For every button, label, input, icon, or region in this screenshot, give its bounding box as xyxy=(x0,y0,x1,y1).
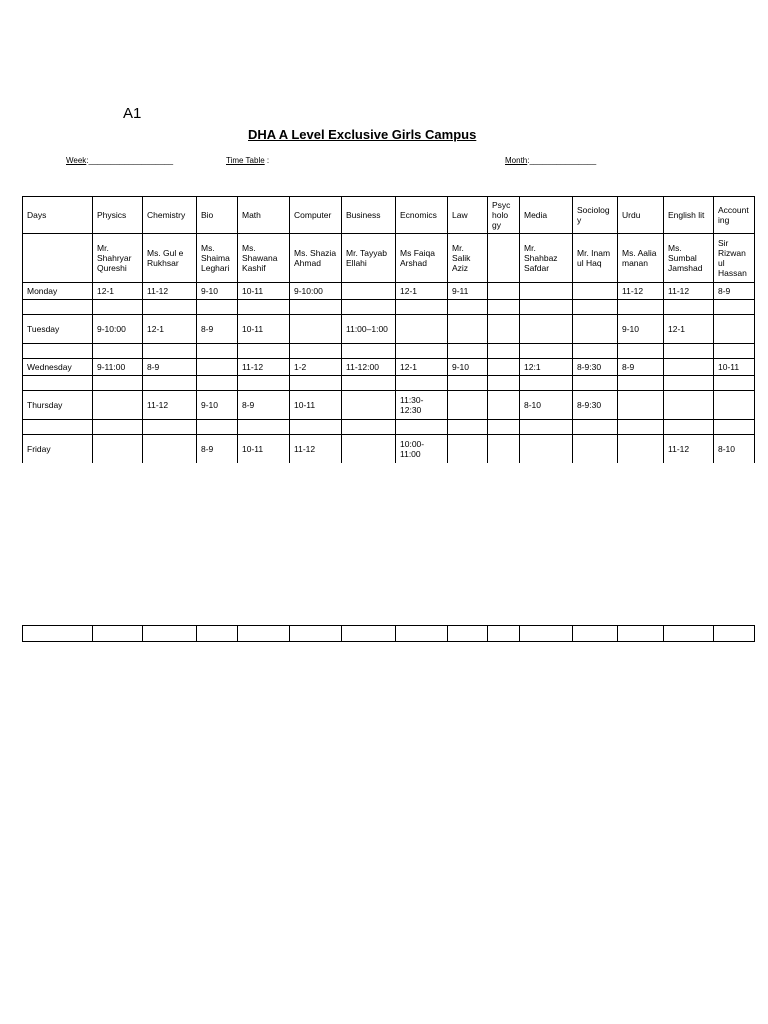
table-cell: Mr. Shahryar Qureshi xyxy=(93,234,143,283)
month-blank: :_______________ xyxy=(527,156,597,165)
thursday-row xyxy=(23,391,755,420)
table-cell xyxy=(93,376,143,391)
table-cell xyxy=(448,376,488,391)
table-cell: 8-9 xyxy=(238,391,290,420)
table-cell xyxy=(618,344,664,359)
table-cell: 9-11:00 xyxy=(93,359,143,376)
table-cell xyxy=(290,344,342,359)
table-cell: 12-1 xyxy=(143,315,197,344)
table-cell: Mr. Tayyab Ellahi xyxy=(342,234,396,283)
table-cell xyxy=(573,283,618,300)
table-cell: Urdu xyxy=(618,197,664,234)
table-cell xyxy=(714,420,755,435)
table-cell: 11-12:00 xyxy=(342,359,396,376)
timetable-label: Time Table xyxy=(226,156,265,165)
table-cell: 1-2 xyxy=(290,359,342,376)
table-cell xyxy=(396,300,448,315)
table-cell xyxy=(197,626,238,642)
table-cell xyxy=(290,376,342,391)
table-cell: 9-10:00 xyxy=(93,315,143,344)
month-label: Month xyxy=(505,156,528,165)
table-cell xyxy=(342,626,396,642)
table-cell xyxy=(714,315,755,344)
table-cell: Ms. Gul e Rukhsar xyxy=(143,234,197,283)
table-cell xyxy=(618,626,664,642)
table-cell xyxy=(573,626,618,642)
table-cell xyxy=(520,626,573,642)
table-cell: Ms. Aalia manan xyxy=(618,234,664,283)
table-cell xyxy=(23,234,93,283)
table-cell xyxy=(488,626,520,642)
table-cell: 12-1 xyxy=(664,315,714,344)
table-cell: 8-9:30 xyxy=(573,391,618,420)
table-cell xyxy=(448,435,488,464)
table-cell: 9-10 xyxy=(448,359,488,376)
table-cell: Physics xyxy=(93,197,143,234)
table-cell: Wednesday xyxy=(23,359,93,376)
table-cell: Ecnomics xyxy=(396,197,448,234)
table-cell: 12-1 xyxy=(396,359,448,376)
table-cell: 11:30-12:30 xyxy=(396,391,448,420)
table-cell xyxy=(488,376,520,391)
table-cell xyxy=(23,344,93,359)
table-cell xyxy=(93,391,143,420)
table-cell: 8-9 xyxy=(197,435,238,464)
table-cell: Chemistry xyxy=(143,197,197,234)
table-cell: Tuesday xyxy=(23,315,93,344)
table-cell xyxy=(714,376,755,391)
table-cell: 9-11 xyxy=(448,283,488,300)
table-cell: 10-11 xyxy=(238,283,290,300)
table-cell xyxy=(573,344,618,359)
table-cell xyxy=(448,391,488,420)
friday-row xyxy=(23,435,755,464)
table-cell xyxy=(342,420,396,435)
table-cell xyxy=(143,435,197,464)
table-cell: Mr. Shahbaz Safdar xyxy=(520,234,573,283)
table-cell: Computer xyxy=(290,197,342,234)
table-cell xyxy=(93,420,143,435)
table-cell xyxy=(93,435,143,464)
table-cell xyxy=(618,300,664,315)
table-cell: 11:00–1:00 xyxy=(342,315,396,344)
header-row xyxy=(23,197,755,234)
table-cell: Business xyxy=(342,197,396,234)
table-cell xyxy=(520,300,573,315)
table-cell: 9-10 xyxy=(618,315,664,344)
table-row xyxy=(23,626,755,642)
table-cell xyxy=(342,344,396,359)
table-cell: Mr. Inam ul Haq xyxy=(573,234,618,283)
table-cell xyxy=(197,420,238,435)
table-cell xyxy=(396,344,448,359)
table-cell: Thursday xyxy=(23,391,93,420)
table-cell xyxy=(143,376,197,391)
table-cell xyxy=(23,420,93,435)
table-cell xyxy=(342,283,396,300)
table-cell xyxy=(238,300,290,315)
table-cell xyxy=(342,435,396,464)
table-cell xyxy=(23,300,93,315)
timetable-table xyxy=(22,196,755,463)
table-cell: 11-12 xyxy=(290,435,342,464)
table-cell xyxy=(197,344,238,359)
table-cell xyxy=(290,300,342,315)
table-cell xyxy=(664,376,714,391)
week-blank: :___________________ xyxy=(86,156,174,165)
table-cell xyxy=(238,420,290,435)
table-cell: 10:00-11:00 xyxy=(396,435,448,464)
table-cell xyxy=(573,315,618,344)
table-cell xyxy=(714,391,755,420)
table-cell xyxy=(520,283,573,300)
empty-table-row xyxy=(22,625,755,642)
table-cell xyxy=(143,626,197,642)
table-cell: 10-11 xyxy=(238,435,290,464)
tuesday-row xyxy=(23,315,755,344)
table-cell: Sir Rizwan ul Hassan xyxy=(714,234,755,283)
table-cell: 11-12 xyxy=(664,435,714,464)
table-cell: 8-9 xyxy=(714,283,755,300)
table-cell xyxy=(520,344,573,359)
table-cell: 8-9 xyxy=(618,359,664,376)
table-cell xyxy=(618,376,664,391)
table-cell xyxy=(520,376,573,391)
table-cell: 12-1 xyxy=(396,283,448,300)
table-cell xyxy=(488,344,520,359)
spacer-row xyxy=(23,344,755,359)
sheet-label: A1 xyxy=(123,105,142,122)
table-cell xyxy=(573,435,618,464)
table-cell: Ms. Shawana Kashif xyxy=(238,234,290,283)
table-cell xyxy=(93,626,143,642)
table-cell xyxy=(93,300,143,315)
table-cell xyxy=(488,359,520,376)
table-cell xyxy=(573,376,618,391)
table-cell: 9-10 xyxy=(197,391,238,420)
table-cell xyxy=(448,344,488,359)
table-cell xyxy=(714,300,755,315)
table-cell xyxy=(714,344,755,359)
table-cell xyxy=(448,315,488,344)
table-cell xyxy=(342,300,396,315)
table-cell xyxy=(573,420,618,435)
table-cell xyxy=(520,420,573,435)
table-cell xyxy=(396,376,448,391)
table-cell: Math xyxy=(238,197,290,234)
table-cell: 11-12 xyxy=(143,391,197,420)
monday-row xyxy=(23,283,755,300)
table-cell: 12:1 xyxy=(520,359,573,376)
table-cell xyxy=(396,315,448,344)
teacher-row xyxy=(23,234,755,283)
table-cell: 9-10 xyxy=(197,283,238,300)
timetable-suffix: : xyxy=(264,156,270,165)
table-cell xyxy=(143,300,197,315)
table-cell xyxy=(488,234,520,283)
table-cell: Ms. Shaima Leghari xyxy=(197,234,238,283)
table-cell: 11-12 xyxy=(664,283,714,300)
page-title: DHA A Level Exclusive Girls Campus xyxy=(248,127,477,142)
table-cell: 11-12 xyxy=(618,283,664,300)
table-cell xyxy=(290,315,342,344)
table-cell xyxy=(488,283,520,300)
timetable-field xyxy=(226,156,269,165)
table-cell: Law xyxy=(448,197,488,234)
table-cell: 11-12 xyxy=(143,283,197,300)
table-cell: Media xyxy=(520,197,573,234)
table-cell xyxy=(488,315,520,344)
spacer-row xyxy=(23,300,755,315)
table-cell xyxy=(618,391,664,420)
table-cell xyxy=(488,300,520,315)
table-cell xyxy=(238,344,290,359)
table-cell xyxy=(342,391,396,420)
table-cell xyxy=(143,344,197,359)
table-cell xyxy=(396,420,448,435)
table-cell: 11-12 xyxy=(238,359,290,376)
spacer-row xyxy=(23,376,755,391)
table-cell xyxy=(488,391,520,420)
table-cell: Sociolog y xyxy=(573,197,618,234)
table-cell: Ms Faiqa Arshad xyxy=(396,234,448,283)
table-cell: Days xyxy=(23,197,93,234)
week-label: Week xyxy=(66,156,87,165)
table-cell xyxy=(714,626,755,642)
table-cell xyxy=(664,626,714,642)
table-cell xyxy=(197,359,238,376)
table-cell xyxy=(290,420,342,435)
wednesday-row xyxy=(23,359,755,376)
table-cell xyxy=(618,420,664,435)
table-cell xyxy=(342,376,396,391)
table-cell: 9-10:00 xyxy=(290,283,342,300)
table-cell: 10-11 xyxy=(238,315,290,344)
table-cell xyxy=(238,376,290,391)
table-cell xyxy=(664,300,714,315)
table-cell: Monday xyxy=(23,283,93,300)
table-cell: 10-11 xyxy=(714,359,755,376)
table-cell xyxy=(290,626,342,642)
table-cell: 10-11 xyxy=(290,391,342,420)
table-cell xyxy=(238,626,290,642)
table-cell: 8-10 xyxy=(520,391,573,420)
table-cell xyxy=(664,344,714,359)
table-cell xyxy=(23,376,93,391)
table-cell xyxy=(448,626,488,642)
table-cell xyxy=(23,626,93,642)
table-cell xyxy=(93,344,143,359)
table-cell xyxy=(197,300,238,315)
table-cell xyxy=(664,359,714,376)
table-cell xyxy=(573,300,618,315)
month-field xyxy=(505,156,596,165)
week-field xyxy=(66,156,173,165)
table-cell xyxy=(488,435,520,464)
table-cell xyxy=(448,300,488,315)
table-cell: Friday xyxy=(23,435,93,464)
table-cell: Ms. Sumbal Jamshad xyxy=(664,234,714,283)
table-cell: Accounting xyxy=(714,197,755,234)
table-cell: 12-1 xyxy=(93,283,143,300)
table-cell xyxy=(664,420,714,435)
table-cell: Ms. Shazia Ahmad xyxy=(290,234,342,283)
table-cell xyxy=(520,435,573,464)
table-cell: 8-9:30 xyxy=(573,359,618,376)
table-cell: Mr. Salik Aziz xyxy=(448,234,488,283)
table-cell xyxy=(396,626,448,642)
spacer-row xyxy=(23,420,755,435)
table-cell: 8-10 xyxy=(714,435,755,464)
table-cell xyxy=(143,420,197,435)
table-cell: Bio xyxy=(197,197,238,234)
table-cell xyxy=(488,420,520,435)
table-cell: Psycholo gy xyxy=(488,197,520,234)
table-cell xyxy=(618,435,664,464)
table-cell: 8-9 xyxy=(197,315,238,344)
table-cell xyxy=(520,315,573,344)
table-cell xyxy=(448,420,488,435)
table-cell: 8-9 xyxy=(143,359,197,376)
table-cell xyxy=(197,376,238,391)
table-cell: English lit xyxy=(664,197,714,234)
table-cell xyxy=(664,391,714,420)
